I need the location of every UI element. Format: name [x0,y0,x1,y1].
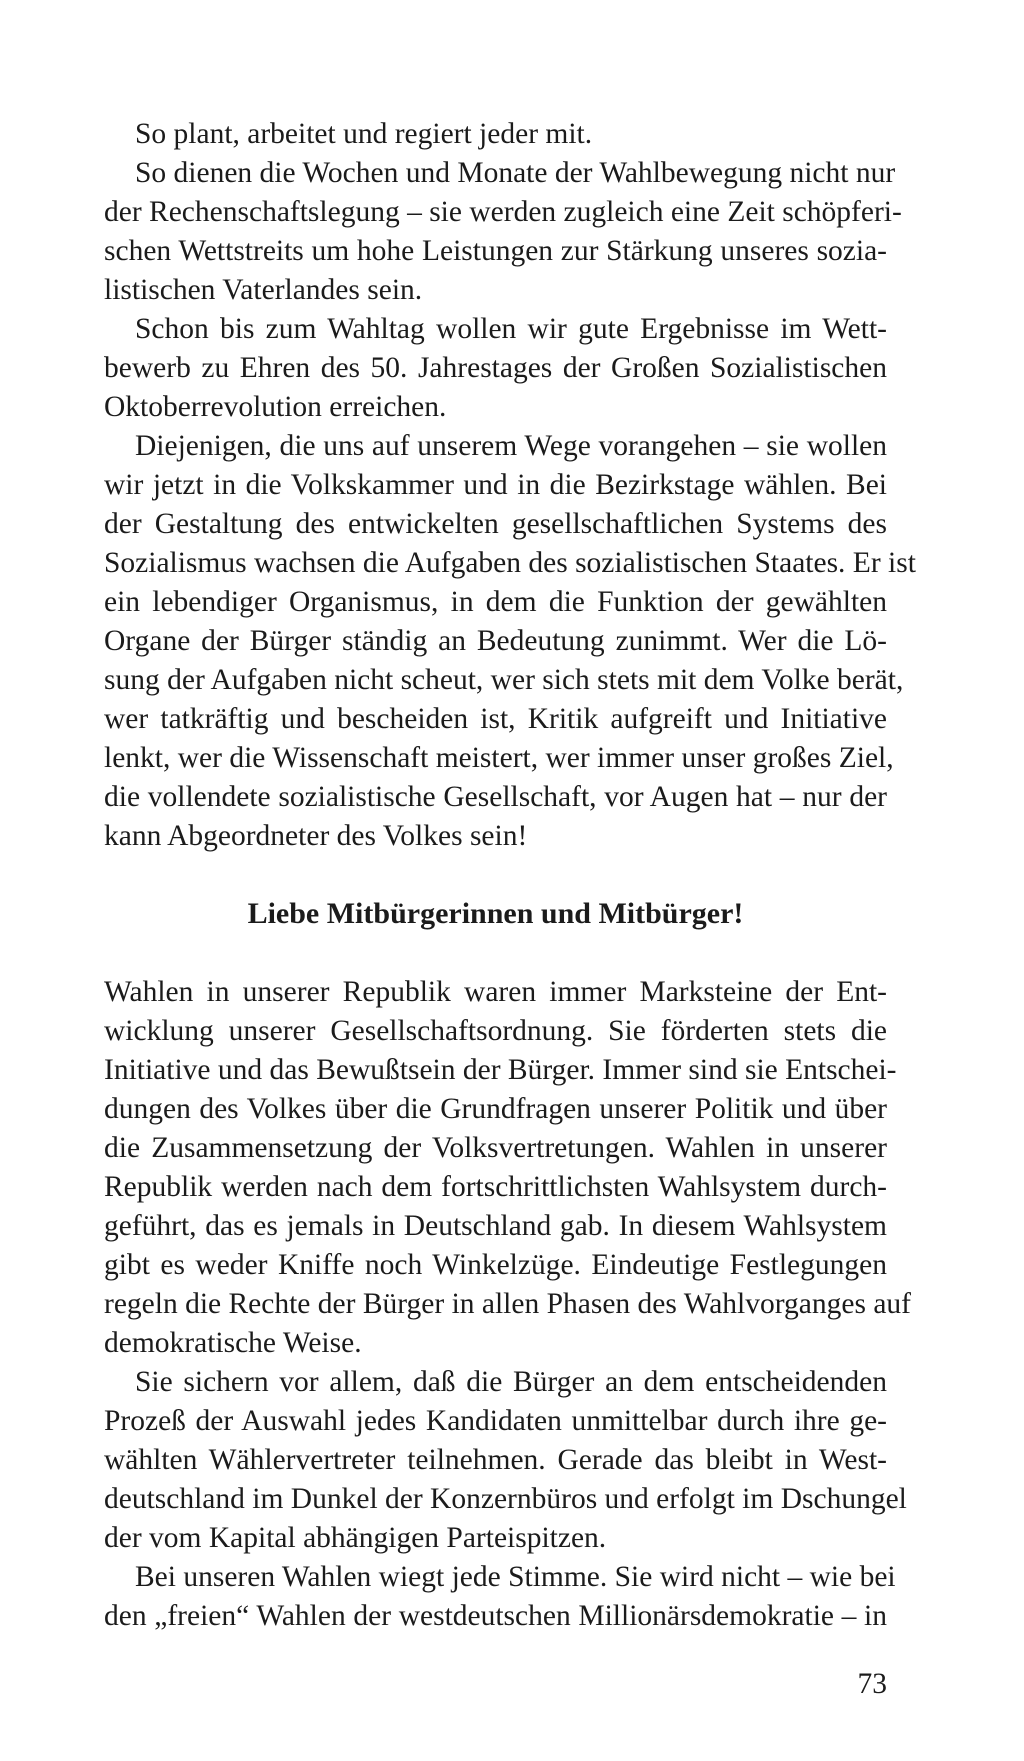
text-line: Organe der Bürger ständig an Bedeutung zunimmt. Wer die Lö- [104,625,887,657]
text-line: die Zusammensetzung der Volksvertretungen. Wahlen in unserer [104,1132,887,1164]
text-line: Wahlen in unserer Republik waren immer Marksteine der Ent- [104,976,887,1008]
text-line: der Gestaltung des entwickelten gesellschaftlichen Systems des [104,508,887,540]
text-line: dungen des Volkes über die Grundfragen unserer Politik und über [104,1093,887,1125]
text-line: deutschland im Dunkel der Konzernbüros und erfolgt im Dschungel [104,1483,907,1515]
text-line: Bei unseren Wahlen wiegt jede Stimme. Sie wird nicht – wie bei [135,1561,896,1593]
text-line: Republik werden nach dem fortschrittlichsten Wahlsystem durch- [104,1171,887,1203]
text-line: Schon bis zum Wahltag wollen wir gute Ergebnisse im Wett- [135,313,887,345]
text-line: demokratische Weise. [104,1327,362,1359]
text-line: sung der Aufgaben nicht scheut, wer sich stets mit dem Volke berät, [104,664,904,696]
text-line: lenkt, wer die Wissenschaft meistert, wer immer unser großes Ziel, [104,742,894,774]
text-line: kann Abgeordneter des Volkes sein! [104,820,528,852]
text-line: wir jetzt in die Volkskammer und in die Bezirkstage wählen. Bei [104,469,887,501]
text-line: regeln die Rechte der Bürger in allen Phasen des Wahlvorganges auf [104,1288,911,1320]
text-line: So plant, arbeitet und regiert jeder mit. [135,118,593,150]
text-line: schen Wettstreits um hohe Leistungen zur Stärkung unseres sozia- [104,235,887,267]
text-line: der Rechenschaftslegung – sie werden zugleich eine Zeit schöpferi- [104,196,902,228]
text-line: die vollendete sozialistische Gesellschaft, vor Augen hat – nur der [104,781,887,813]
text-line: ein lebendiger Organismus, in dem die Funktion der gewählten [104,586,887,618]
text-line: wählten Wählervertreter teilnehmen. Gerade das bleibt in West- [104,1444,887,1476]
text-line: wer tatkräftig und bescheiden ist, Kritik aufgreift und Initiative [104,703,887,735]
text-line: Oktoberrevolution erreichen. [104,391,447,423]
text-line: listischen Vaterlandes sein. [104,274,423,306]
section-heading: Liebe Mitbürgerinnen und Mitbürger! [247,897,744,930]
text-line: Sozialismus wachsen die Aufgaben des sozialistischen Staates. Er ist [104,547,916,579]
text-line: geführt, das es jemals in Deutschland gab. In diesem Wahlsystem [104,1210,887,1242]
text-line: wicklung unserer Gesellschaftsordnung. Sie förderten stets die [104,1015,887,1047]
text-line: bewerb zu Ehren des 50. Jahrestages der Großen Sozialistischen [104,352,887,384]
text-line: So dienen die Wochen und Monate der Wahlbewegung nicht nur [135,157,896,189]
text-line: Diejenigen, die uns auf unserem Wege vorangehen – sie wollen [135,430,887,462]
text-line: gibt es weder Kniffe noch Winkelzüge. Eindeutige Festlegungen [104,1249,887,1281]
text-line: Sie sichern vor allem, daß die Bürger an dem entscheidenden [135,1366,887,1398]
text-line: den „freien“ Wahlen der westdeutschen Millionärsdemokratie – in [104,1600,887,1632]
page-number: 73 [857,1668,887,1700]
text-line: Initiative und das Bewußtsein der Bürger. Immer sind sie Entschei- [104,1054,897,1086]
text-line: der vom Kapital abhängigen Parteispitzen. [104,1522,607,1554]
text-line: Prozeß der Auswahl jedes Kandidaten unmittelbar durch ihre ge- [104,1405,887,1437]
